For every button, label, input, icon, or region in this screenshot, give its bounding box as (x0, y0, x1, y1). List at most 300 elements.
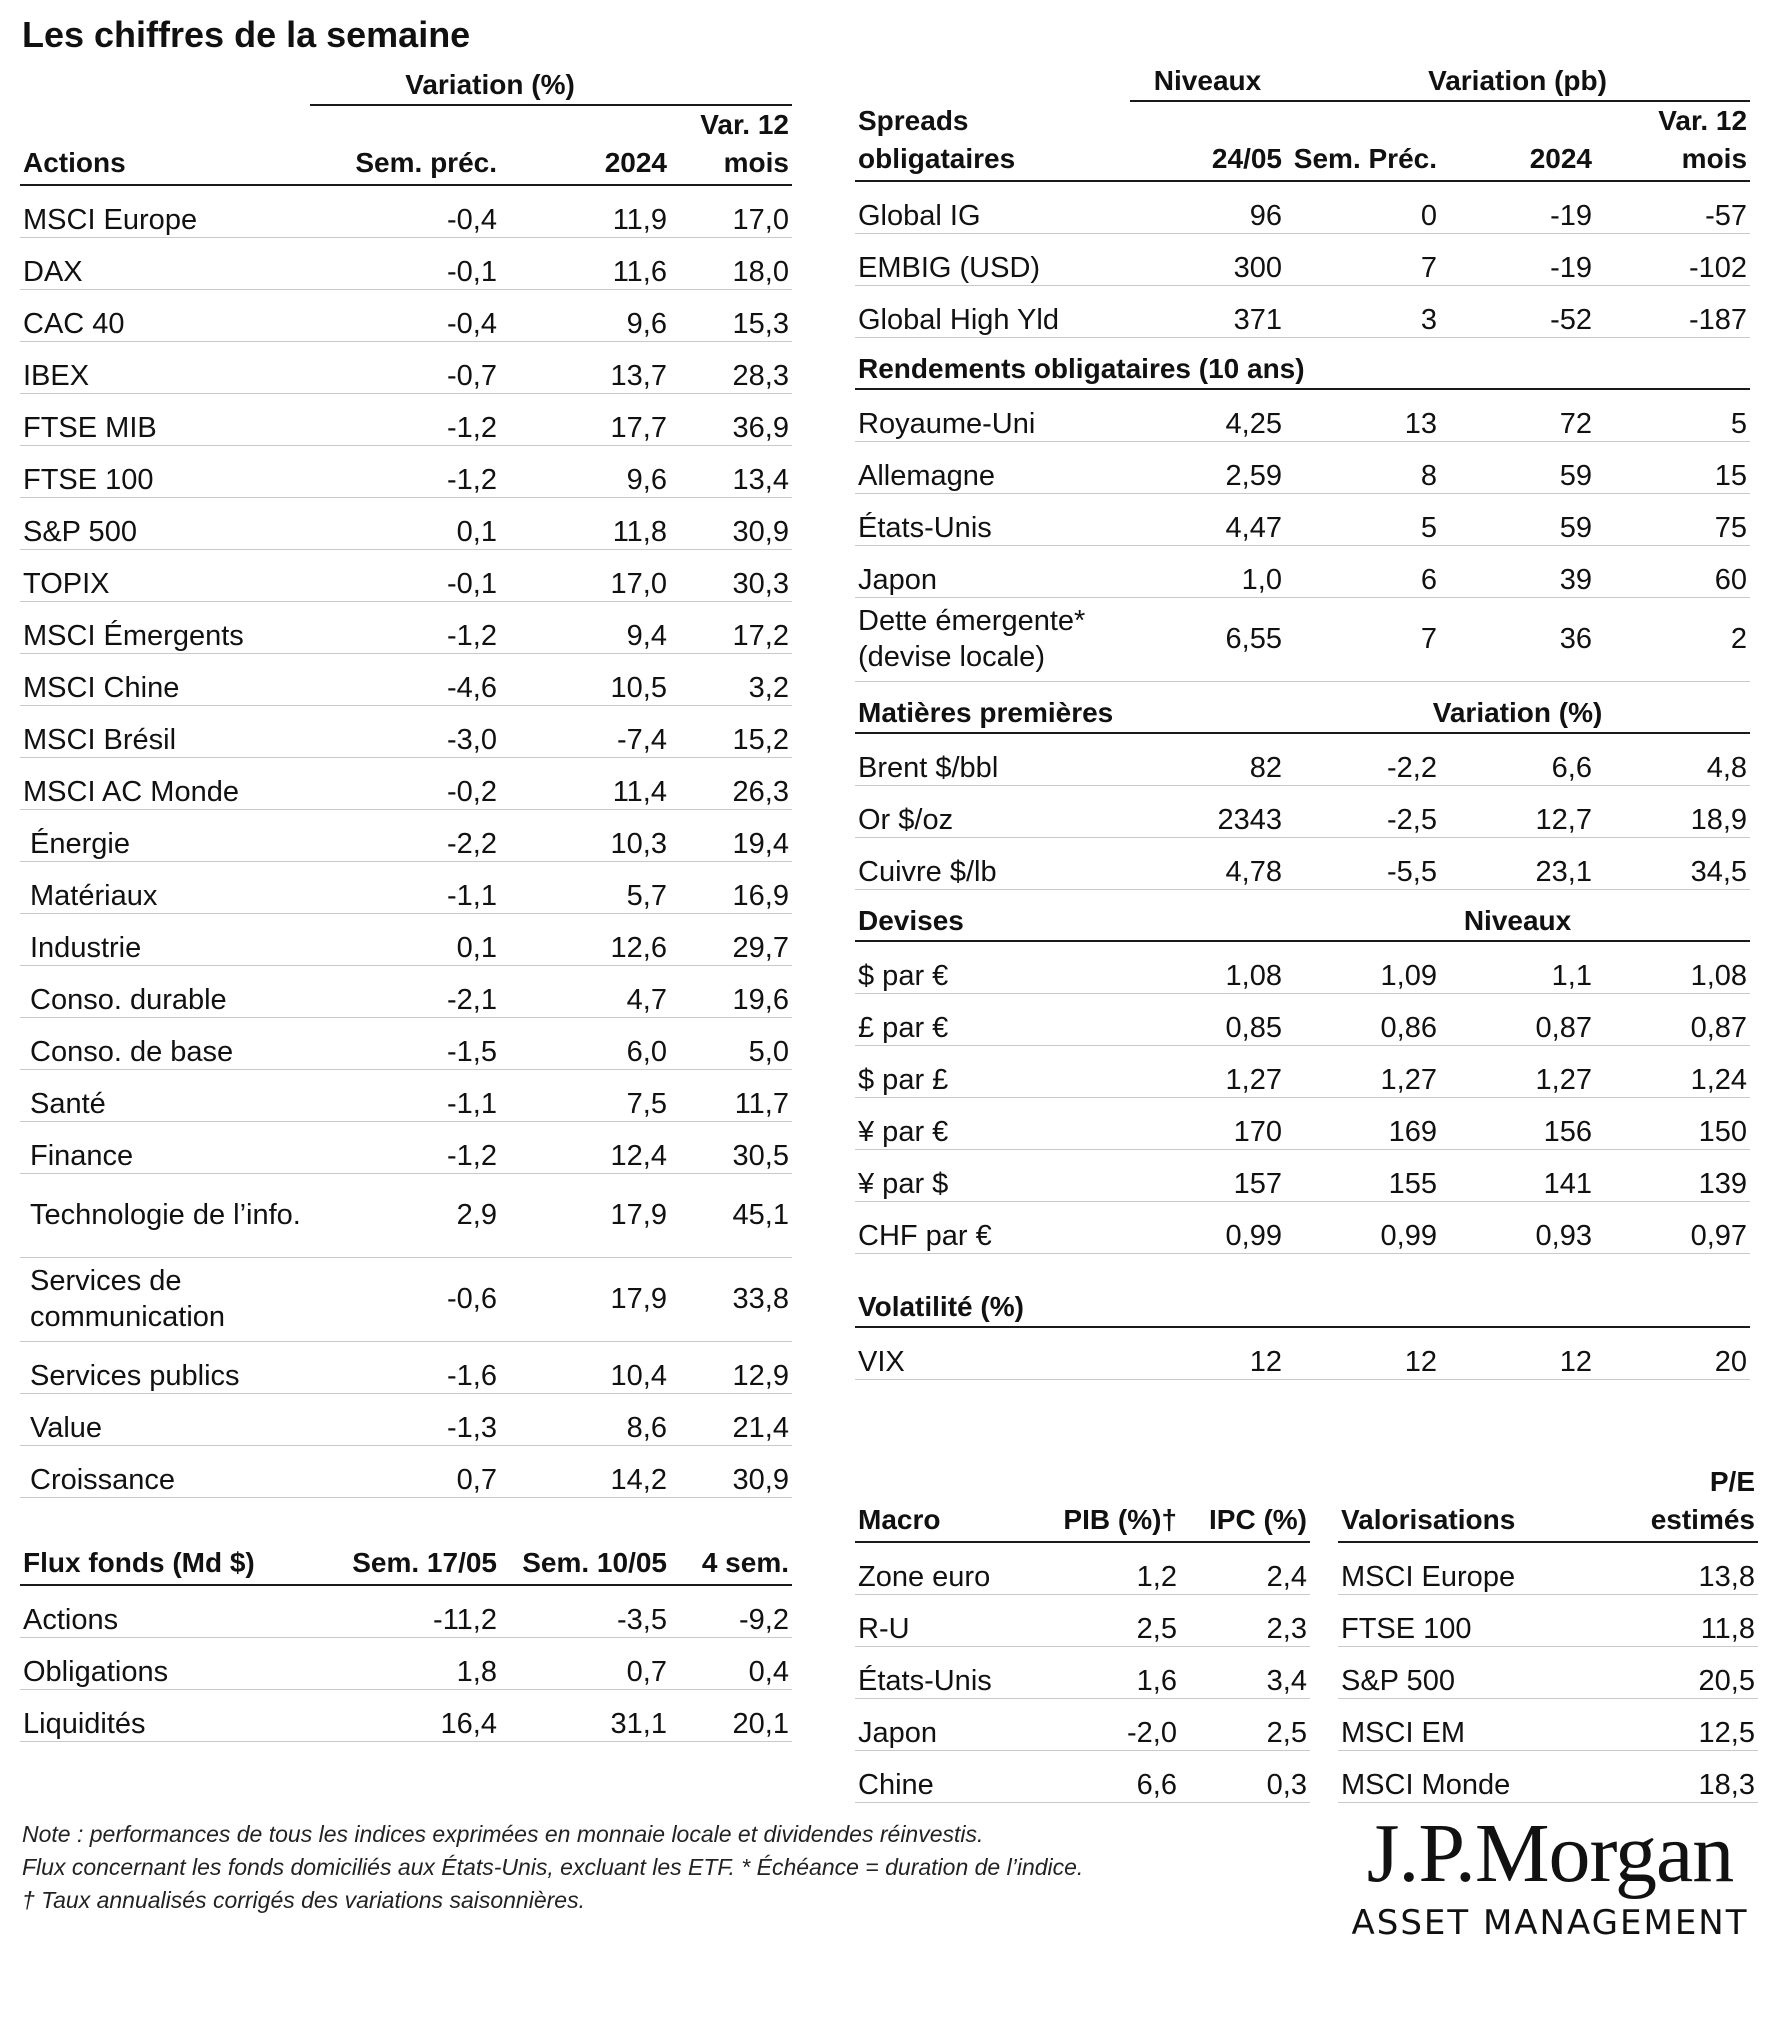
actions-value: 18,0 (670, 237, 792, 289)
actions-value: 10,3 (500, 809, 670, 861)
spreads-value: -187 (1595, 285, 1750, 337)
rendements-value: 59 (1440, 441, 1595, 493)
devises-label: £ par € (855, 993, 1130, 1045)
macro-value: 3,4 (1180, 1646, 1310, 1698)
devises-label: ¥ par € (855, 1097, 1130, 1149)
rendements-value: 59 (1440, 493, 1595, 545)
valorisations-value: 20,5 (1598, 1646, 1758, 1698)
matieres-value: -2,2 (1285, 733, 1440, 785)
footnote-1: Note : performances de tous les indices exprimées en monnaie locale et dividendes réinvestis. (22, 1821, 984, 1847)
devises-value: 1,08 (1595, 941, 1750, 993)
macro-label: R-U (855, 1594, 1045, 1646)
spreads-row (855, 233, 1750, 285)
rendements-value: 60 (1595, 545, 1750, 597)
matieres-row (855, 785, 1750, 837)
valorisations-label: MSCI EM (1338, 1698, 1598, 1750)
actions-row (20, 237, 792, 289)
devises-value: 1,27 (1285, 1045, 1440, 1097)
actions-label: MSCI Émergents (20, 601, 310, 653)
valorisations-label: MSCI Monde (1338, 1750, 1598, 1802)
actions-value: 30,9 (670, 497, 792, 549)
actions-value: -1,3 (310, 1393, 500, 1445)
actions-row (20, 861, 792, 913)
spreads-rows (855, 181, 1750, 337)
actions-value: 3,2 (670, 653, 792, 705)
actions-value: 13,7 (500, 341, 670, 393)
devises-row (855, 941, 1750, 993)
valorisations-header-name: Valorisations (1338, 1458, 1598, 1542)
macro-header-ipc: IPC (%) (1180, 1458, 1310, 1542)
devises-value: 139 (1595, 1149, 1750, 1201)
flux-value: 31,1 (500, 1689, 670, 1741)
valorisations-row (1338, 1750, 1758, 1802)
rendements-label: Dette émergente* (devise locale) (855, 597, 1130, 681)
rendements-row (855, 597, 1750, 681)
actions-value: -2,1 (310, 965, 500, 1017)
actions-header-week: Sem. préc. (310, 105, 500, 185)
devises-subtitle: Niveaux (1285, 889, 1750, 941)
valorisations-rows (1338, 1542, 1758, 1802)
devises-label: $ par £ (855, 1045, 1130, 1097)
actions-value: -1,2 (310, 445, 500, 497)
macro-row (855, 1646, 1310, 1698)
actions-value: -1,5 (310, 1017, 500, 1069)
actions-label: MSCI Brésil (20, 705, 310, 757)
rendements-value: 1,0 (1130, 545, 1285, 597)
rendements-rows (855, 389, 1750, 681)
actions-label: MSCI Europe (20, 185, 310, 237)
actions-label: Croissance (20, 1445, 310, 1497)
spreads-value: 96 (1130, 181, 1285, 233)
actions-value: 5,0 (670, 1017, 792, 1069)
flux-value: 16,4 (310, 1689, 500, 1741)
flux-rows (20, 1585, 792, 1741)
actions-value: 6,0 (500, 1017, 670, 1069)
actions-header-2024: 2024 (500, 105, 670, 185)
actions-value: 15,2 (670, 705, 792, 757)
rendements-label: États-Unis (855, 493, 1130, 545)
rendements-value: 39 (1440, 545, 1595, 597)
volatilite-row (855, 1327, 1750, 1379)
rendements-label: Japon (855, 545, 1130, 597)
flux-value: 1,8 (310, 1637, 500, 1689)
actions-value: 17,2 (670, 601, 792, 653)
actions-row (20, 1445, 792, 1497)
actions-value: 4,7 (500, 965, 670, 1017)
rendements-value: 5 (1285, 493, 1440, 545)
devises-value: 0,85 (1130, 993, 1285, 1045)
matieres-value: 18,9 (1595, 785, 1750, 837)
macro-value: 6,6 (1045, 1750, 1180, 1802)
macro-header-name: Macro (855, 1458, 1045, 1542)
macro-value: 2,3 (1180, 1594, 1310, 1646)
actions-value: 33,8 (670, 1257, 792, 1341)
devises-value: 169 (1285, 1097, 1440, 1149)
actions-value: -0,4 (310, 185, 500, 237)
actions-table (20, 66, 792, 1498)
rendements-label: Royaume-Uni (855, 389, 1130, 441)
actions-row (20, 497, 792, 549)
actions-value: 16,9 (670, 861, 792, 913)
devises-row (855, 1149, 1750, 1201)
valorisations-table (1338, 1458, 1758, 1803)
devises-value: 1,08 (1130, 941, 1285, 993)
valorisations-label: FTSE 100 (1338, 1594, 1598, 1646)
actions-value: -1,1 (310, 861, 500, 913)
rendements-value: 2,59 (1130, 441, 1285, 493)
rendements-value: 15 (1595, 441, 1750, 493)
matieres-subtitle: Variation (%) (1285, 681, 1750, 733)
actions-value: -0,2 (310, 757, 500, 809)
actions-value: 36,9 (670, 393, 792, 445)
actions-label: Services de communication (20, 1257, 310, 1341)
flux-row (20, 1585, 792, 1637)
actions-label: MSCI Chine (20, 653, 310, 705)
spreads-header-2024: 2024 (1440, 101, 1595, 181)
macro-value: 2,5 (1180, 1698, 1310, 1750)
actions-label: IBEX (20, 341, 310, 393)
flux-value: 0,4 (670, 1637, 792, 1689)
matieres-label: Or $/oz (855, 785, 1130, 837)
actions-label: Technologie de l’info. (20, 1173, 310, 1257)
devises-value: 0,97 (1595, 1201, 1750, 1253)
actions-row (20, 913, 792, 965)
devises-row (855, 993, 1750, 1045)
devises-value: 1,27 (1440, 1045, 1595, 1097)
actions-row (20, 757, 792, 809)
devises-value: 141 (1440, 1149, 1595, 1201)
devises-label: $ par € (855, 941, 1130, 993)
volatilite-value: 12 (1130, 1327, 1285, 1379)
rendements-value: 75 (1595, 493, 1750, 545)
macro-value: 2,4 (1180, 1542, 1310, 1594)
matieres-row (855, 837, 1750, 889)
devises-value: 150 (1595, 1097, 1750, 1149)
rendements-value: 6,55 (1130, 597, 1285, 681)
actions-label: CAC 40 (20, 289, 310, 341)
footnote-2: Flux concernant les fonds domiciliés aux États-Unis, excluant les ETF. * Échéance = duration de l’indice. (22, 1854, 1084, 1880)
macro-value: 1,6 (1045, 1646, 1180, 1698)
volatilite-rows (855, 1327, 1750, 1379)
actions-value: 10,5 (500, 653, 670, 705)
actions-value: 30,9 (670, 1445, 792, 1497)
actions-label: Santé (20, 1069, 310, 1121)
volatilite-value: 20 (1595, 1327, 1750, 1379)
actions-value: 9,6 (500, 445, 670, 497)
devises-value: 1,09 (1285, 941, 1440, 993)
macro-label: Zone euro (855, 1542, 1045, 1594)
actions-label: DAX (20, 237, 310, 289)
volatilite-value: 12 (1285, 1327, 1440, 1379)
actions-value: 11,6 (500, 237, 670, 289)
valorisations-label: MSCI Europe (1338, 1542, 1598, 1594)
actions-value: -0,1 (310, 549, 500, 601)
actions-value: -1,2 (310, 1121, 500, 1173)
spreads-value: -19 (1440, 233, 1595, 285)
macro-label: Japon (855, 1698, 1045, 1750)
actions-label: MSCI AC Monde (20, 757, 310, 809)
macro-value: -2,0 (1045, 1698, 1180, 1750)
actions-value: 0,1 (310, 497, 500, 549)
markets-table (855, 62, 1750, 1380)
rendements-value: 2 (1595, 597, 1750, 681)
actions-value: 7,5 (500, 1069, 670, 1121)
actions-value: 2,9 (310, 1173, 500, 1257)
devises-value: 0,86 (1285, 993, 1440, 1045)
devises-value: 155 (1285, 1149, 1440, 1201)
rendements-value: 36 (1440, 597, 1595, 681)
rendements-value: 72 (1440, 389, 1595, 441)
actions-label: S&P 500 (20, 497, 310, 549)
rendements-value: 13 (1285, 389, 1440, 441)
spreads-value: -57 (1595, 181, 1750, 233)
devises-label: ¥ par $ (855, 1149, 1130, 1201)
devises-value: 0,99 (1130, 1201, 1285, 1253)
actions-value: 0,7 (310, 1445, 500, 1497)
rendements-row (855, 545, 1750, 597)
actions-value: -2,2 (310, 809, 500, 861)
actions-value: -0,4 (310, 289, 500, 341)
footnote-3: † Taux annualisés corrigés des variations saisonnières. (22, 1887, 585, 1913)
actions-value: -1,2 (310, 393, 500, 445)
actions-row (20, 341, 792, 393)
actions-value: 17,0 (500, 549, 670, 601)
actions-group-header: Variation (%) (310, 66, 670, 105)
spreads-header-12m: Var. 12 mois (1595, 101, 1750, 181)
volatilite-value: 12 (1440, 1327, 1595, 1379)
actions-row (20, 1017, 792, 1069)
logo-name: J.P.Morgan (1366, 1807, 1734, 1900)
actions-value: 21,4 (670, 1393, 792, 1445)
actions-row (20, 393, 792, 445)
actions-value: 45,1 (670, 1173, 792, 1257)
macro-value: 0,3 (1180, 1750, 1310, 1802)
valorisations-value: 13,8 (1598, 1542, 1758, 1594)
actions-value: 28,3 (670, 341, 792, 393)
flux-header-name: Flux fonds (Md $) (20, 1544, 310, 1585)
actions-label: Conso. durable (20, 965, 310, 1017)
matieres-value: 4,78 (1130, 837, 1285, 889)
valorisations-value: 12,5 (1598, 1698, 1758, 1750)
macro-table (855, 1458, 1310, 1803)
matieres-value: -2,5 (1285, 785, 1440, 837)
flux-value: -11,2 (310, 1585, 500, 1637)
spreads-value: -102 (1595, 233, 1750, 285)
actions-value: -0,7 (310, 341, 500, 393)
matieres-row (855, 733, 1750, 785)
actions-label: FTSE 100 (20, 445, 310, 497)
macro-row (855, 1542, 1310, 1594)
actions-value: 9,4 (500, 601, 670, 653)
actions-value: 19,4 (670, 809, 792, 861)
devises-value: 1,1 (1440, 941, 1595, 993)
actions-label: FTSE MIB (20, 393, 310, 445)
valorisations-row (1338, 1646, 1758, 1698)
actions-row (20, 705, 792, 757)
valorisations-row (1338, 1594, 1758, 1646)
spreads-value: 0 (1285, 181, 1440, 233)
flux-value: 0,7 (500, 1637, 670, 1689)
actions-value: 12,4 (500, 1121, 670, 1173)
devises-title: Devises (855, 889, 1285, 941)
actions-value: 30,5 (670, 1121, 792, 1173)
actions-value: -0,6 (310, 1257, 500, 1341)
matieres-label: Cuivre $/lb (855, 837, 1130, 889)
actions-row (20, 601, 792, 653)
actions-value: 11,9 (500, 185, 670, 237)
actions-value: 29,7 (670, 913, 792, 965)
actions-value: 0,1 (310, 913, 500, 965)
actions-row (20, 1341, 792, 1393)
devises-value: 156 (1440, 1097, 1595, 1149)
matieres-value: 4,8 (1595, 733, 1750, 785)
devises-value: 157 (1130, 1149, 1285, 1201)
flux-header-w1: Sem. 17/05 (310, 1544, 500, 1585)
actions-value: -1,2 (310, 601, 500, 653)
footnotes (22, 1818, 1242, 1917)
actions-value: 17,7 (500, 393, 670, 445)
flux-label: Actions (20, 1585, 310, 1637)
devises-rows (855, 941, 1750, 1253)
actions-value: 5,7 (500, 861, 670, 913)
spreads-header-week: Sem. Préc. (1285, 101, 1440, 181)
actions-value: 11,7 (670, 1069, 792, 1121)
actions-label: Énergie (20, 809, 310, 861)
flux-value: 20,1 (670, 1689, 792, 1741)
devises-value: 0,87 (1440, 993, 1595, 1045)
flux-header-4w: 4 sem. (670, 1544, 792, 1585)
rendements-title: Rendements obligataires (10 ans) (855, 337, 1750, 389)
actions-value: 10,4 (500, 1341, 670, 1393)
actions-label: TOPIX (20, 549, 310, 601)
actions-value: 14,2 (500, 1445, 670, 1497)
volatilite-label: VIX (855, 1327, 1130, 1379)
macro-header-pib: PIB (%)† (1045, 1458, 1180, 1542)
actions-label: Value (20, 1393, 310, 1445)
matieres-rows (855, 733, 1750, 889)
actions-row (20, 809, 792, 861)
actions-value: 8,6 (500, 1393, 670, 1445)
macro-rows (855, 1542, 1310, 1802)
flux-label: Obligations (20, 1637, 310, 1689)
spreads-label: Global IG (855, 181, 1130, 233)
logo-subtitle: ASSET MANAGEMENT (1351, 1903, 1749, 1943)
spreads-value: 371 (1130, 285, 1285, 337)
rendements-value: 4,47 (1130, 493, 1285, 545)
jpmorgan-logo (1340, 1808, 1760, 1946)
actions-value: -1,6 (310, 1341, 500, 1393)
spreads-value: -19 (1440, 181, 1595, 233)
rendements-value: 7 (1285, 597, 1440, 681)
valorisations-row (1338, 1542, 1758, 1594)
flux-header-w2: Sem. 10/05 (500, 1544, 670, 1585)
actions-row (20, 549, 792, 601)
rendements-label: Allemagne (855, 441, 1130, 493)
actions-row (20, 185, 792, 237)
matieres-value: -5,5 (1285, 837, 1440, 889)
devises-value: 1,24 (1595, 1045, 1750, 1097)
valorisations-header-pe: P/E estimés (1598, 1458, 1758, 1542)
spreads-header-name: Spreads obligataires (855, 101, 1130, 181)
flux-table (20, 1544, 792, 1742)
actions-value: 15,3 (670, 289, 792, 341)
macro-label: États-Unis (855, 1646, 1045, 1698)
macro-label: Chine (855, 1750, 1045, 1802)
flux-row (20, 1689, 792, 1741)
actions-value: -3,0 (310, 705, 500, 757)
spreads-label: Global High Yld (855, 285, 1130, 337)
actions-value: -7,4 (500, 705, 670, 757)
spreads-value: 300 (1130, 233, 1285, 285)
actions-value: 11,8 (500, 497, 670, 549)
rendements-row (855, 389, 1750, 441)
actions-value: -4,6 (310, 653, 500, 705)
rendements-value: 5 (1595, 389, 1750, 441)
actions-value: 30,3 (670, 549, 792, 601)
actions-row (20, 653, 792, 705)
matieres-value: 23,1 (1440, 837, 1595, 889)
actions-value: 19,6 (670, 965, 792, 1017)
actions-value: 17,0 (670, 185, 792, 237)
actions-row (20, 1069, 792, 1121)
actions-header-name: Actions (20, 105, 310, 185)
actions-label: Services publics (20, 1341, 310, 1393)
macro-row (855, 1594, 1310, 1646)
spreads-row (855, 181, 1750, 233)
macro-row (855, 1698, 1310, 1750)
actions-header-12m: Var. 12 mois (670, 105, 792, 185)
devises-row (855, 1045, 1750, 1097)
matieres-value: 6,6 (1440, 733, 1595, 785)
actions-value: 12,9 (670, 1341, 792, 1393)
devises-value: 0,93 (1440, 1201, 1595, 1253)
actions-row (20, 1393, 792, 1445)
actions-label: Finance (20, 1121, 310, 1173)
actions-label: Matériaux (20, 861, 310, 913)
valorisations-row (1338, 1698, 1758, 1750)
actions-value: 9,6 (500, 289, 670, 341)
volatilite-title: Volatilité (%) (855, 1253, 1750, 1327)
spreads-row (855, 285, 1750, 337)
matieres-label: Brent $/bbl (855, 733, 1130, 785)
spreads-group-variation: Variation (pb) (1285, 62, 1750, 101)
valorisations-value: 11,8 (1598, 1594, 1758, 1646)
actions-row (20, 965, 792, 1017)
spreads-label: EMBIG (USD) (855, 233, 1130, 285)
spreads-value: 3 (1285, 285, 1440, 337)
devises-row (855, 1097, 1750, 1149)
flux-value: -9,2 (670, 1585, 792, 1637)
rendements-row (855, 493, 1750, 545)
rendements-value: 4,25 (1130, 389, 1285, 441)
actions-row (20, 289, 792, 341)
actions-value: 17,9 (500, 1173, 670, 1257)
devises-value: 0,87 (1595, 993, 1750, 1045)
matieres-value: 82 (1130, 733, 1285, 785)
rendements-row (855, 441, 1750, 493)
matieres-value: 2343 (1130, 785, 1285, 837)
rendements-value: 6 (1285, 545, 1440, 597)
actions-rows (20, 185, 792, 1497)
valorisations-label: S&P 500 (1338, 1646, 1598, 1698)
actions-row (20, 445, 792, 497)
spreads-group-levels: Niveaux (1130, 62, 1285, 101)
devises-value: 0,99 (1285, 1201, 1440, 1253)
matieres-title: Matières premières (855, 681, 1285, 733)
macro-value: 1,2 (1045, 1542, 1180, 1594)
spreads-header-level: 24/05 (1130, 101, 1285, 181)
flux-row (20, 1637, 792, 1689)
